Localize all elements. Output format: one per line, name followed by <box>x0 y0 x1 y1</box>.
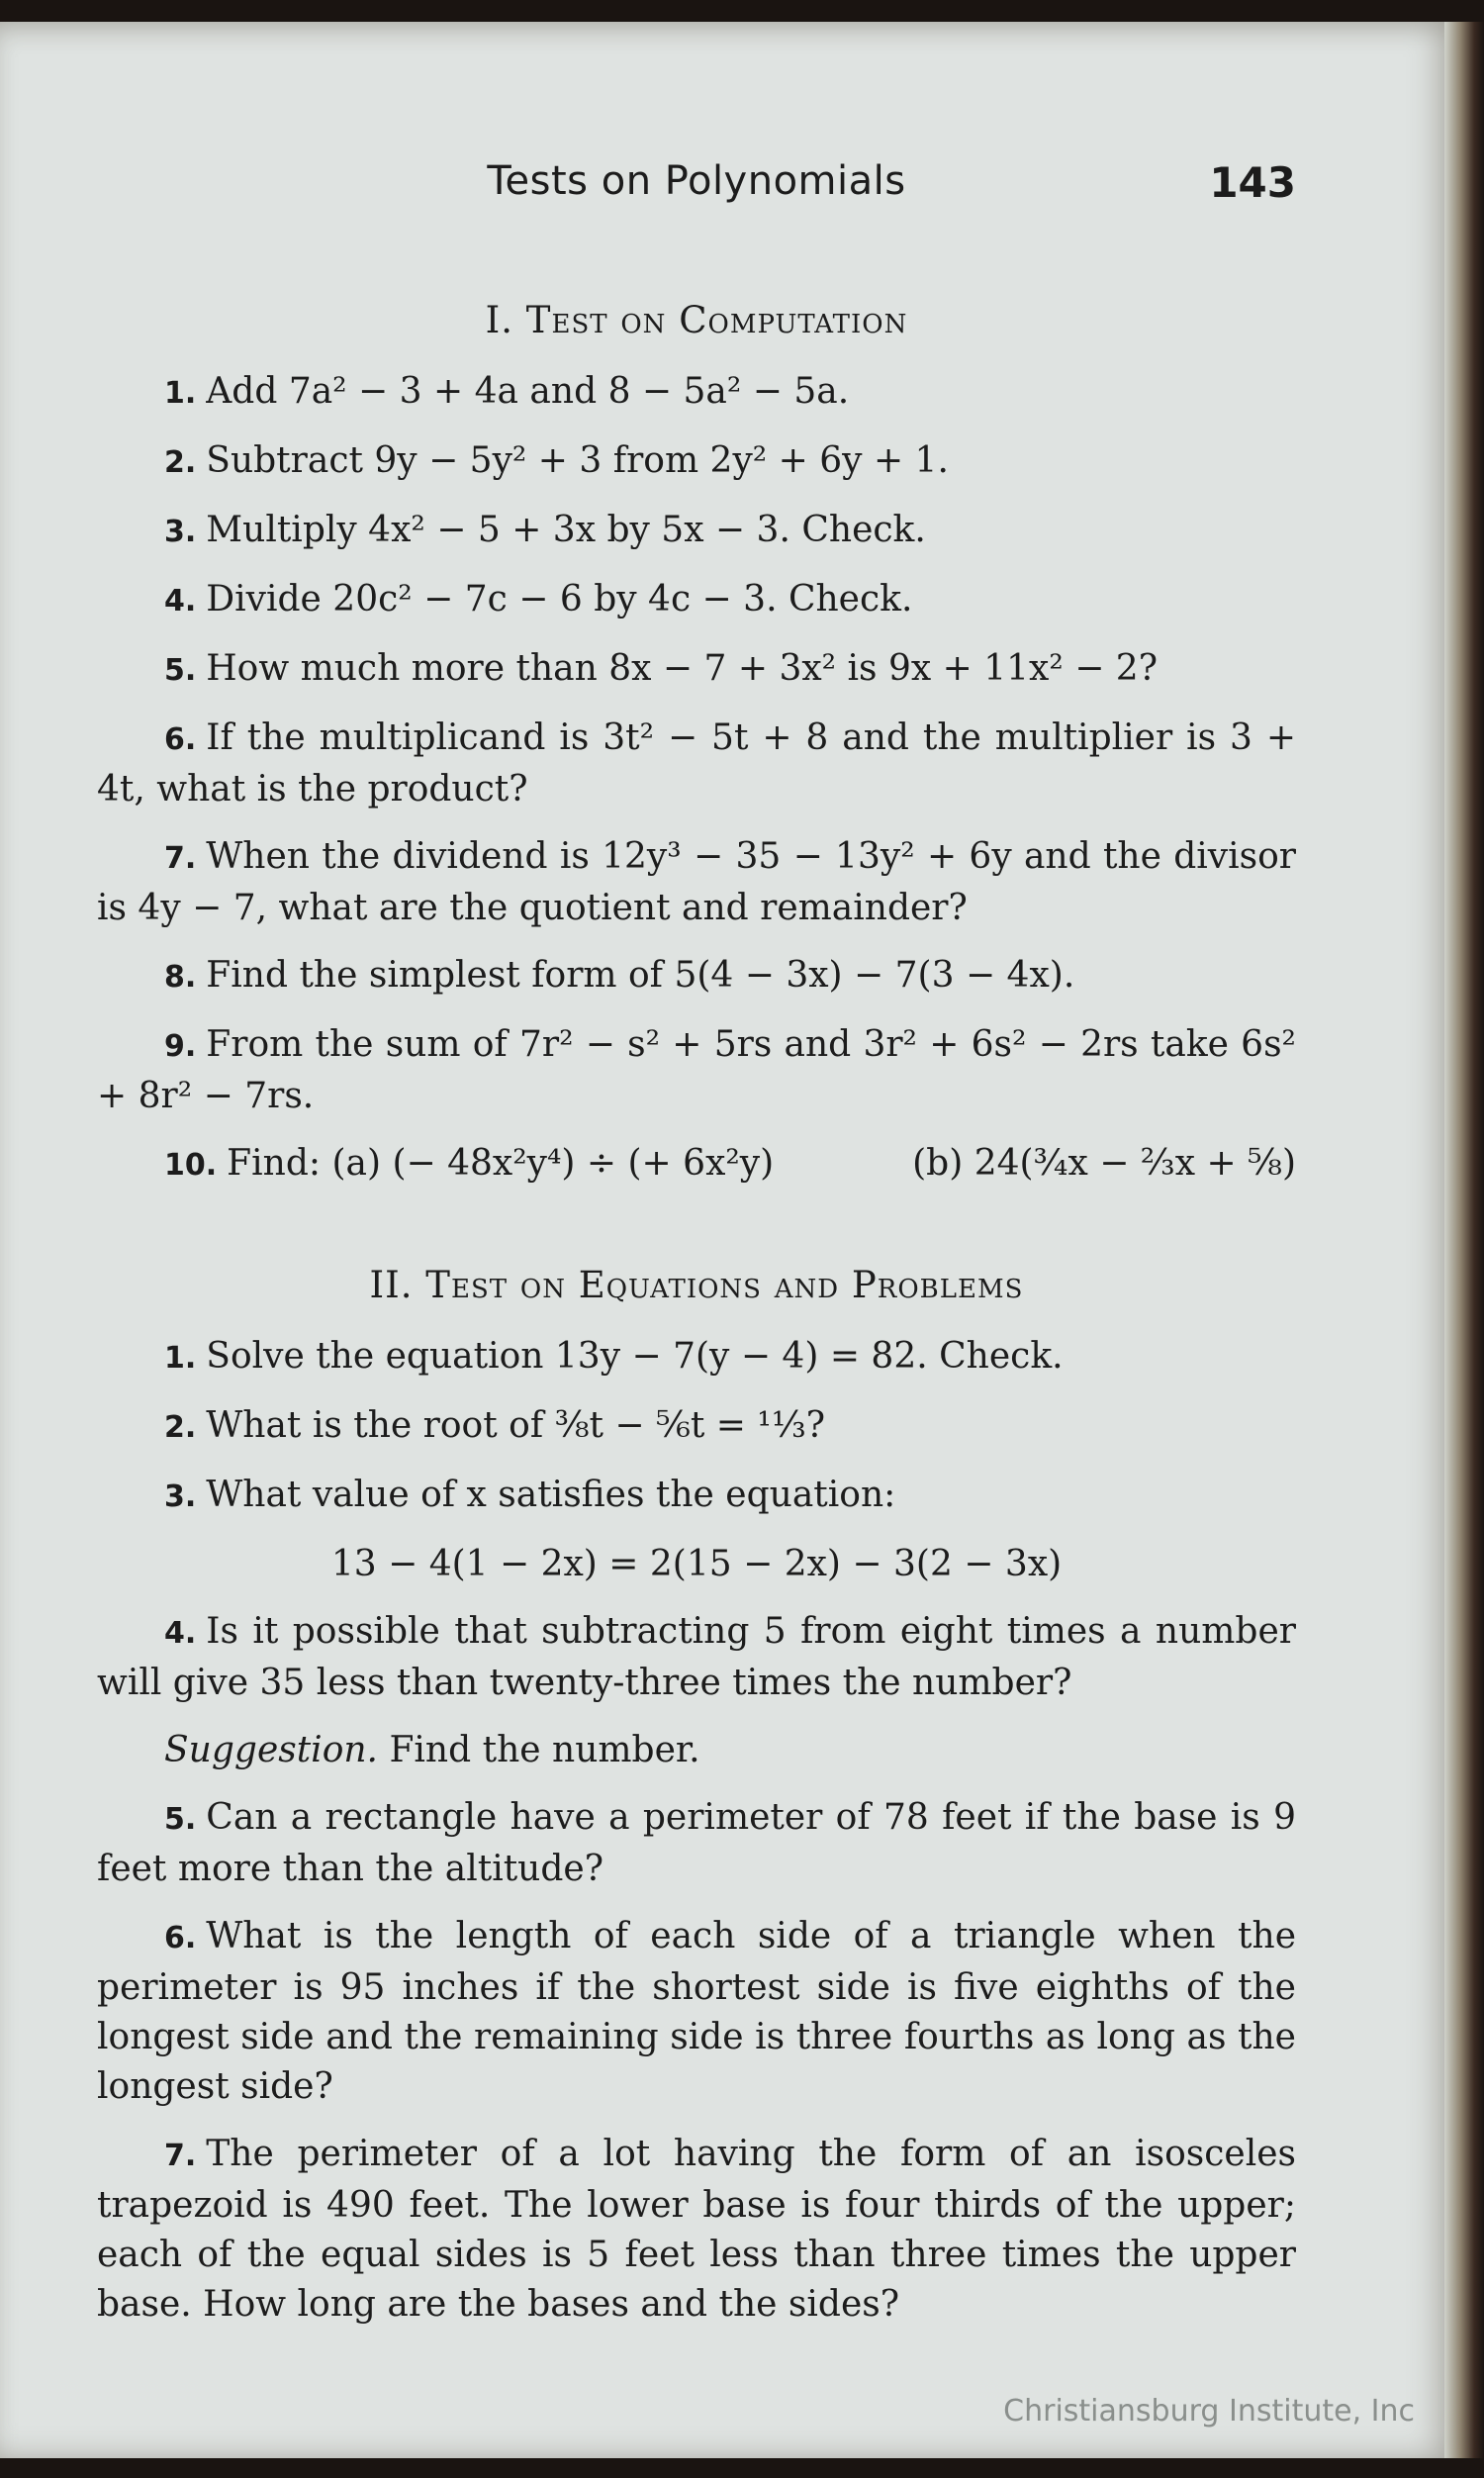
problem-1-4 <box>97 575 1296 626</box>
problem-number: 4. <box>164 1616 197 1651</box>
problem-number: 3. <box>164 515 197 549</box>
problem-2-3 <box>97 1471 1296 1522</box>
problem-number: 7. <box>164 2139 197 2173</box>
problem-text: Add 7a² − 3 + 4a and 8 − 5a² − 5a. <box>206 371 850 412</box>
problem-text: If the multiplicand is 3t² − 5t + 8 and the multiplier is 3 + 4t, what is the product? <box>97 717 1296 810</box>
problem-1-1 <box>97 367 1296 419</box>
suggestion <box>97 1726 1296 1775</box>
problem-1-10 <box>97 1139 1296 1191</box>
problem-number: 5. <box>164 653 197 688</box>
problem-1-5 <box>97 644 1296 696</box>
problem-number: 2. <box>164 1410 197 1445</box>
problem-number: 2. <box>164 445 197 480</box>
problem-number: 5. <box>164 1802 197 1837</box>
problem-10-part-a: Find: (a) (− 48x²y⁴) ÷ (+ 6x²y) <box>227 1143 775 1184</box>
problem-text: What value of x satisfies the equation: <box>206 1475 896 1515</box>
problem-number: 8. <box>164 960 197 995</box>
problem-2-5 <box>97 1793 1296 1894</box>
problem-1-2 <box>97 436 1296 488</box>
problem-1-8 <box>97 951 1296 1002</box>
section-title-computation: I. Test on Computation <box>485 299 908 341</box>
problem-text: Multiply 4x² − 5 + 3x by 5x − 3. Check. <box>206 510 926 550</box>
book-spine <box>1444 22 1484 2458</box>
problem-10-part-b: (b) 24(¾x − ⅔x + ⅝) <box>912 1143 1296 1184</box>
problem-1-6 <box>97 714 1296 814</box>
problem-text: Divide 20c² − 7c − 6 by 4c − 3. Check. <box>206 579 913 620</box>
problem-2-2 <box>97 1401 1296 1453</box>
problem-2-7 <box>97 2130 1296 2330</box>
problem-text: Solve the equation 13y − 7(y − 4) = 82. Check. <box>206 1336 1064 1377</box>
problem-text: Is it possible that subtracting 5 from eight times a number will give 35 less than twenty-three times the number? <box>97 1611 1296 1703</box>
problem-1-7 <box>97 832 1296 933</box>
problem-number: 1. <box>164 1341 197 1376</box>
problem-text: Subtract 9y − 5y² + 3 from 2y² + 6y + 1. <box>206 440 949 481</box>
problem-text: Find the simplest form of 5(4 − 3x) − 7(3 − 4x). <box>206 955 1075 996</box>
page-number: 143 <box>1209 158 1296 207</box>
page-content <box>97 22 1296 2347</box>
problem-number: 6. <box>164 722 197 757</box>
problem-text: Can a rectangle have a perimeter of 78 feet if the base is 9 feet more than the altitude? <box>97 1797 1296 1889</box>
problem-text: What is the length of each side of a triangle when the perimeter is 95 inches if the shortest side is five eighths of the longest side and the remaining side is three fourths as long as the longest side? <box>97 1916 1296 2107</box>
section-title-equations: II. Test on Equations and Problems <box>369 1264 1024 1306</box>
problem-number: 7. <box>164 841 197 876</box>
problem-text: What is the root of ⅜t − ⅚t = ¹¹⁄₃? <box>206 1405 826 1446</box>
problem-number: 6. <box>164 1921 197 1955</box>
running-head: Tests on Polynomials <box>487 158 906 204</box>
display-equation: 13 − 4(1 − 2x) = 2(15 − 2x) − 3(2 − 3x) <box>330 1544 1063 1584</box>
problem-10-part-a-wrap <box>164 1139 774 1191</box>
problem-text: From the sum of 7r² − s² + 5rs and 3r² + 6s² − 2rs take 6s² + 8r² − 7rs. <box>97 1024 1296 1116</box>
problem-2-6 <box>97 1912 1296 2112</box>
page-header <box>97 158 1296 238</box>
problem-number: 1. <box>164 376 197 411</box>
suggestion-text: Find the number. <box>378 1730 700 1770</box>
problem-number: 10. <box>164 1148 218 1183</box>
problem-number: 4. <box>164 584 197 619</box>
suggestion-label: Suggestion. <box>164 1730 378 1770</box>
problem-1-9 <box>97 1020 1296 1121</box>
problem-text: The perimeter of a lot having the form of an isosceles trapezoid is 490 feet. The lower base is four thirds of the upper; each of the equal sides is 5 feet less than three times the upper base. How long are the bases and the sides? <box>97 2134 1296 2325</box>
watermark: Christiansburg Institute, Inc <box>1003 2394 1415 2429</box>
problem-2-1 <box>97 1332 1296 1383</box>
problem-1-3 <box>97 506 1296 557</box>
problem-number: 3. <box>164 1479 197 1514</box>
problem-number: 9. <box>164 1029 197 1064</box>
problem-text: When the dividend is 12y³ − 35 − 13y² + 6y and the divisor is 4y − 7, what are the quotient and remainder? <box>97 836 1296 928</box>
problem-2-4 <box>97 1607 1296 1708</box>
problem-text: How much more than 8x − 7 + 3x² is 9x + 11x² − 2? <box>206 648 1159 689</box>
